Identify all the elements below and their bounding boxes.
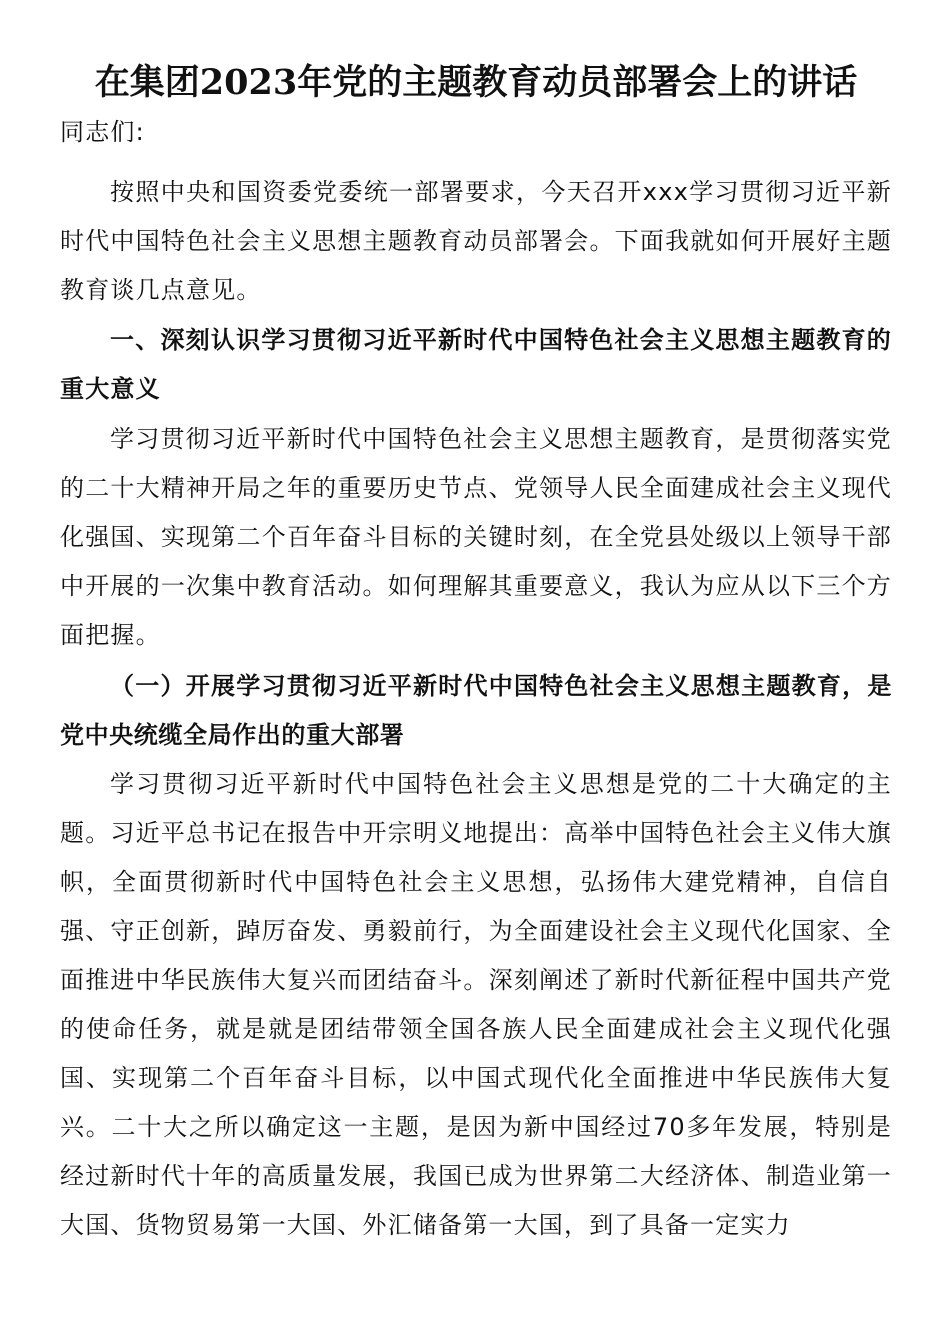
subsection-heading-1: （一）开展学习贯彻习近平新时代中国特色社会主义思想主题教育，是党中央统缆全局作出的重大部署	[60, 671, 892, 749]
document-title: 在集团2023年党的主题教育动员部署会上的讲话	[94, 62, 858, 103]
document-page	[60, 58, 892, 1250]
body-paragraph-1: 学习贯彻习近平新时代中国特色社会主义思想主题教育，是贯彻落实党的二十大精神开局之年的重要历史节点、党领导人民全面建成社会主义现代化强国、实现第二个百年奋斗目标的关键时刻，在全党县处级以上领导干部中开展的一次集中教育活动。如何理解其重要意义，我认为应从以下三个方面把握。	[60, 425, 892, 649]
section-heading-1: 一、深刻认识学习贯彻习近平新时代中国特色社会主义思想主题教育的重大意义	[60, 326, 892, 403]
body-paragraph-2: 学习贯彻习近平新时代中国特色社会主义思想是党的二十大确定的主题。习近平总书记在报告中开宗明义地提出：高举中国特色社会主义伟大旗帜，全面贯彻新时代中国特色社会主义思想，弘扬伟大建党精神，自信自强、守正创新，踔厉奋发、勇毅前行，为全面建设社会主义现代化国家、全面推进中华民族伟大复兴而团结奋斗。深刻阐述了新时代新征程中国共产党的使命任务，就是就是团结带领全国各族人民全面建成社会主义现代化强国、实现第二个百年奋斗目标，以中国式现代化全面推进中华民族伟大复兴。二十大之所以确定这一主题，是因为新中国经过70多年发展，特别是经过新时代十年的高质量发展，我国已成为世界第二大经济体、制造业第一大国、货物贸易第一大国、外汇储备第一大国，到了具备一定实力	[60, 770, 892, 1239]
salutation: 同志们:	[60, 118, 145, 146]
intro-paragraph: 按照中央和国资委党委统一部署要求，今天召开xxx学习贯彻习近平新时代中国特色社会主义思想主题教育动员部署会。下面我就如何开展好主题教育谈几点意见。	[60, 178, 892, 304]
